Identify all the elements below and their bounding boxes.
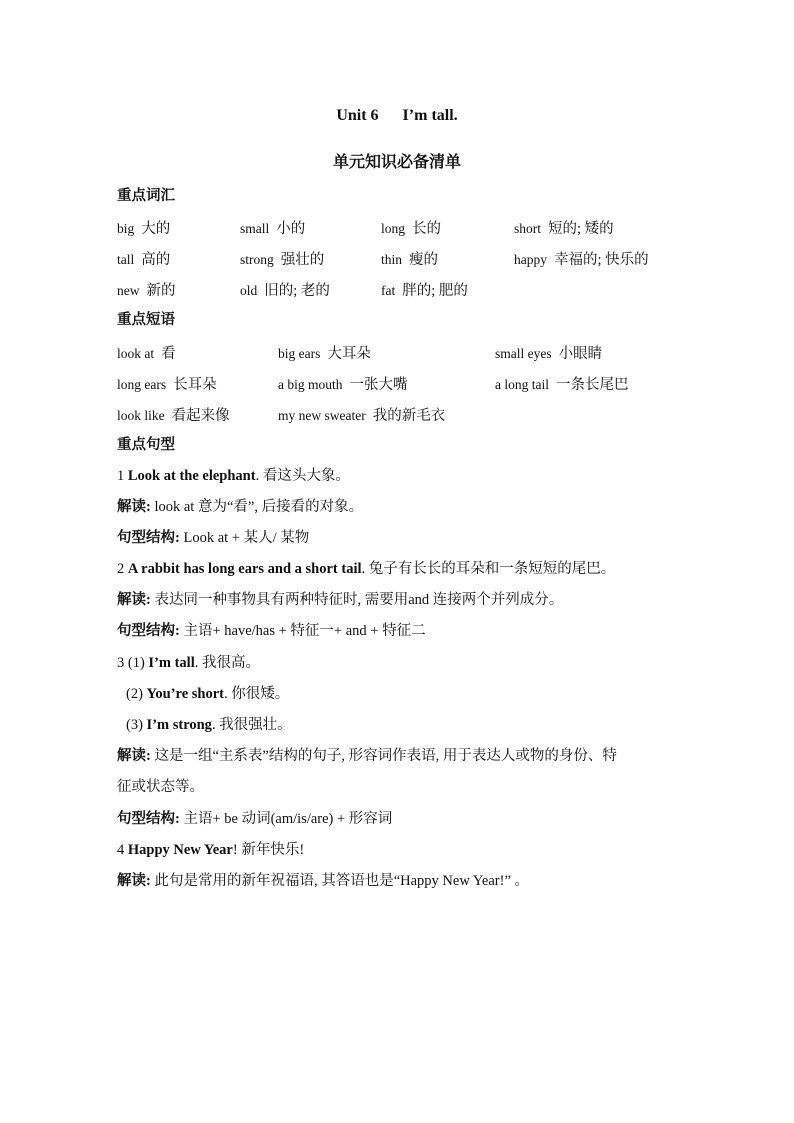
vocab-en: old xyxy=(240,283,258,298)
phrase-cn: 看 xyxy=(161,346,176,362)
vocab-item xyxy=(240,248,324,269)
phrases-heading: 重点短语 xyxy=(117,312,175,328)
vocab-en: fat xyxy=(381,283,396,298)
vocab-heading: 重点词汇 xyxy=(117,188,175,204)
vocab-cn: 幸福的; 快乐的 xyxy=(554,252,649,268)
vocab-item xyxy=(117,279,176,300)
sentence-english: Look at the elephant xyxy=(127,468,256,484)
sentence-english: You’re short xyxy=(146,686,225,702)
sentence-number: (3) xyxy=(126,717,147,733)
vocab-item xyxy=(514,217,614,238)
phrase-item xyxy=(278,404,445,425)
phrase-cn: 一张大嘴 xyxy=(349,377,408,393)
sentence-3-explanation-cont: 征或状态等。 xyxy=(117,779,204,795)
sentence-chinese: . 看这头大象。 xyxy=(255,468,350,484)
explanation-label: 解读: xyxy=(117,592,151,608)
explanation-text: 这是一组“主系表”结构的句子, 形容词作表语, 用于表达人或物的身份、特 xyxy=(150,748,617,764)
sentence-2 xyxy=(117,559,615,579)
sentence-number: 2 xyxy=(117,561,128,577)
sentence-number: 4 xyxy=(117,842,128,858)
phrase-item xyxy=(117,373,217,394)
phrase-item xyxy=(278,342,371,363)
vocab-item xyxy=(514,248,649,269)
phrase-en: look at xyxy=(117,346,155,361)
sentence-4 xyxy=(117,840,304,860)
vocab-en: small xyxy=(240,221,270,236)
phrase-item xyxy=(495,342,602,363)
structure-label: 句型结构: xyxy=(117,811,180,827)
vocab-item xyxy=(117,217,170,238)
vocab-item xyxy=(381,279,468,300)
sentence-number: 3 (1) xyxy=(117,655,149,671)
vocab-cn: 旧的; 老的 xyxy=(264,283,330,299)
vocab-item xyxy=(117,248,170,269)
explanation-label: 解读: xyxy=(117,873,151,889)
phrase-en: a big mouth xyxy=(278,377,343,392)
sentence-1 xyxy=(117,466,350,486)
vocab-en: new xyxy=(117,283,140,298)
sentence-2-structure xyxy=(117,621,426,641)
phrase-cn: 小眼睛 xyxy=(558,346,603,362)
sentence-english: A rabbit has long ears and a short tail xyxy=(127,561,362,577)
structure-label: 句型结构: xyxy=(117,623,180,639)
vocab-cn: 胖的; 肥的 xyxy=(402,283,468,299)
sentences-heading: 重点句型 xyxy=(117,437,175,453)
sentence-3-3 xyxy=(126,715,292,735)
phrase-cn: 大耳朵 xyxy=(327,346,371,362)
structure-text: Look at + 某人/ 某物 xyxy=(179,530,310,546)
sentence-english: Happy New Year xyxy=(127,842,233,858)
vocab-en: strong xyxy=(240,252,274,267)
phrase-en: small eyes xyxy=(495,346,552,361)
vocab-cn: 强壮的 xyxy=(280,252,325,268)
sentence-chinese: . 我很高。 xyxy=(194,655,260,671)
sentence-english: I’m strong xyxy=(146,717,212,733)
sentence-4-explanation xyxy=(117,871,529,891)
structure-text: 主语+ be 动词(am/is/are) + 形容词 xyxy=(179,811,393,827)
vocab-item xyxy=(240,279,330,300)
vocab-en: long xyxy=(381,221,406,236)
vocab-item xyxy=(381,248,438,269)
phrase-item xyxy=(495,373,629,394)
explanation-label: 解读: xyxy=(117,499,151,515)
phrase-cn: 长耳朵 xyxy=(173,377,217,393)
vocab-cn: 新的 xyxy=(146,283,176,299)
sentence-3-explanation xyxy=(117,746,617,766)
explanation-text: look at 意为“看”, 后接看的对象。 xyxy=(150,499,364,515)
page-subtitle: 单元知识必备清单 xyxy=(332,154,461,171)
vocab-cn: 瘦的 xyxy=(409,252,439,268)
vocab-en: big xyxy=(117,221,135,236)
vocab-en: tall xyxy=(117,252,135,267)
sentence-chinese: ! 新年快乐! xyxy=(232,842,305,858)
phrase-item xyxy=(117,342,176,363)
phrase-en: a long tail xyxy=(495,377,549,392)
sentence-3-2 xyxy=(126,684,289,704)
vocab-cn: 短的; 矮的 xyxy=(548,221,614,237)
sentence-3-1 xyxy=(117,653,260,673)
sentence-3-structure xyxy=(117,809,392,829)
sentence-number: (2) xyxy=(126,686,147,702)
vocab-cn: 大的 xyxy=(141,221,171,237)
phrase-cn: 一条长尾巴 xyxy=(556,377,629,393)
sentence-2-explanation xyxy=(117,590,563,610)
sentence-chinese: . 你很矮。 xyxy=(224,686,290,702)
sentence-number: 1 xyxy=(117,468,128,484)
phrase-en: my new sweater xyxy=(278,408,366,423)
explanation-text: 此句是常用的新年祝福语, 其答语也是“Happy New Year!” 。 xyxy=(150,873,530,889)
phrase-en: look like xyxy=(117,408,165,423)
phrase-item xyxy=(278,373,408,394)
phrase-cn: 看起来像 xyxy=(171,408,230,424)
sentence-chinese: . 我很强壮。 xyxy=(211,717,292,733)
sentence-1-structure xyxy=(117,528,309,548)
explanation-label: 解读: xyxy=(117,748,151,764)
sentence-1-explanation xyxy=(117,497,363,517)
vocab-en: happy xyxy=(514,252,547,267)
sentence-chinese: . 兔子有长长的耳朵和一条短短的尾巴。 xyxy=(361,561,616,577)
structure-label: 句型结构: xyxy=(117,530,180,546)
phrase-cn: 我的新毛衣 xyxy=(372,408,446,424)
phrase-item xyxy=(117,404,230,425)
vocab-en: thin xyxy=(381,252,403,267)
vocab-item xyxy=(240,217,305,238)
sentence-english: I’m tall xyxy=(148,655,195,671)
phrase-en: long ears xyxy=(117,377,167,392)
vocab-item xyxy=(381,217,441,238)
page-title: Unit 6 I’m tall. xyxy=(336,107,458,124)
vocab-en: short xyxy=(514,221,541,236)
vocab-cn: 小的 xyxy=(276,221,306,237)
vocab-cn: 高的 xyxy=(141,252,171,268)
explanation-text: 表达同一种事物具有两种特征时, 需要用and 连接两个并列成分。 xyxy=(150,592,564,608)
structure-text: 主语+ have/has + 特征一+ and + 特征二 xyxy=(179,623,426,639)
phrase-en: big ears xyxy=(278,346,321,361)
vocab-cn: 长的 xyxy=(412,221,442,237)
